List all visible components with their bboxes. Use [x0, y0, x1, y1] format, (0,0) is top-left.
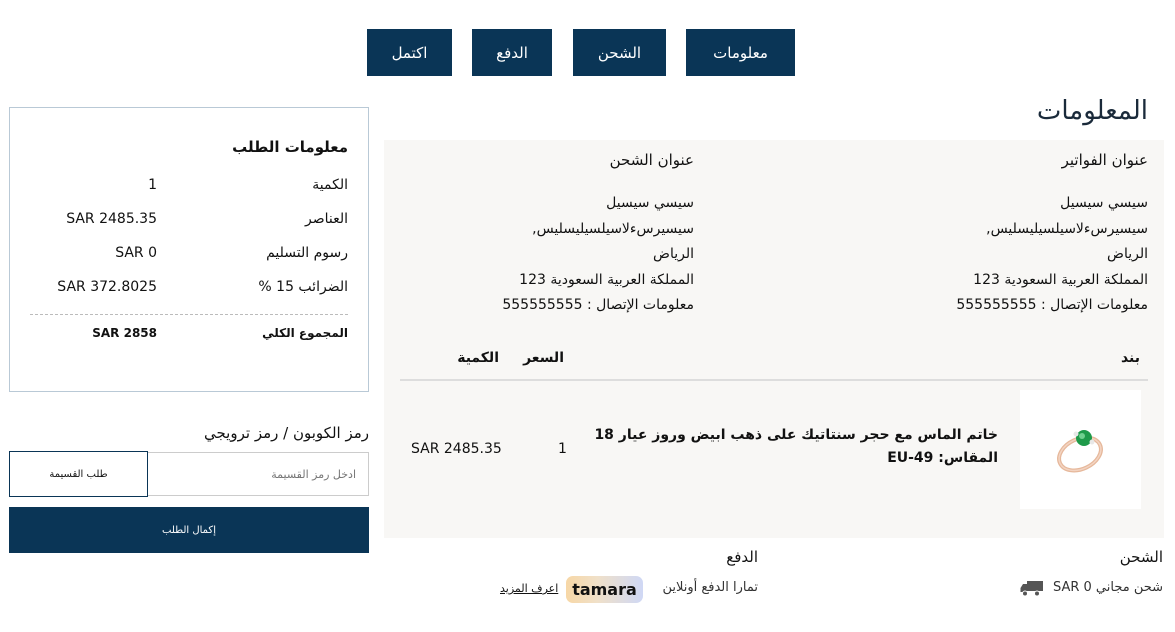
summary-value: SAR 0	[115, 245, 157, 261]
shipping-line: سيسي سيسيل	[606, 195, 694, 211]
summary-label: رسوم التسليم	[266, 245, 348, 261]
shipping-line: الرياض	[653, 246, 694, 262]
shipping-line: المملكة العربية السعودية 123	[519, 272, 694, 288]
summary-label: الضرائب 15 %	[258, 279, 348, 295]
table-header-price: السعر	[523, 350, 564, 366]
apply-coupon-button[interactable]: طلب القسيمة	[9, 451, 148, 497]
order-summary-title: معلومات الطلب	[232, 138, 348, 156]
page-title: المعلومات	[1036, 96, 1148, 126]
shipping-contact: معلومات الإتصال : 555555555	[502, 297, 694, 313]
complete-order-button[interactable]: إكمال الطلب	[9, 507, 369, 553]
coupon-label: رمز الكوبون / رمز ترويجي	[204, 424, 369, 442]
billing-address-title: عنوان الفواتير	[1061, 151, 1148, 169]
summary-row-items	[10, 211, 368, 231]
product-title: خاتم الماس مع حجر سنتاتيك على ذهب ابيض وروز عيار 18	[594, 427, 998, 443]
summary-value: SAR 372.8025	[57, 279, 157, 295]
payment-method-text: تمارا الدفع أونلاين	[662, 580, 758, 595]
truck-icon	[1020, 579, 1044, 601]
step-shipping-button[interactable]: الشحن	[573, 29, 666, 76]
tamara-logo: tamara	[566, 576, 643, 603]
step-complete-button[interactable]: اكتمل	[367, 29, 452, 76]
product-total-cell: SAR 2485.35	[411, 441, 502, 457]
summary-row-total	[10, 326, 368, 346]
learn-more-link[interactable]: اعرف المزيد	[500, 582, 559, 595]
summary-row-taxes	[10, 279, 368, 299]
product-name	[578, 424, 998, 470]
coupon-input[interactable]	[148, 452, 369, 496]
billing-line: سيسيرس‌ءلاسيلسيليسليس,	[986, 221, 1148, 237]
shipping-line: سيسيرس‌ءلاسيلسيليسليس,	[532, 221, 694, 237]
summary-total-label: المجموع الكلي	[262, 326, 348, 340]
shipping-address-title: عنوان الشحن	[609, 151, 694, 169]
shipping-method-text: شحن مجاني SAR 0	[1052, 580, 1163, 595]
summary-total-value: SAR 2858	[92, 326, 157, 340]
product-size: المقاس: EU-49	[887, 450, 998, 466]
shipping-method-title: الشحن	[1119, 548, 1163, 566]
product-price-cell: 1	[558, 441, 567, 457]
step-info-button[interactable]: معلومات	[686, 29, 795, 76]
billing-line: سيسي سيسيل	[1060, 195, 1148, 211]
billing-contact: معلومات الإتصال : 555555555	[956, 297, 1148, 313]
summary-row-quantity	[10, 177, 368, 197]
payment-method-title: الدفع	[726, 548, 758, 566]
summary-value: SAR 2485.35	[66, 211, 157, 227]
summary-row-delivery	[10, 245, 368, 265]
table-header-qty: الكمية	[457, 350, 499, 366]
order-summary-box	[9, 107, 369, 392]
table-header-divider	[400, 379, 1148, 381]
product-image	[1020, 390, 1141, 509]
table-header-item: بند	[1120, 350, 1140, 366]
summary-label: العناصر	[304, 211, 348, 227]
summary-value: 1	[148, 177, 157, 193]
billing-line: الرياض	[1107, 246, 1148, 262]
step-payment-button[interactable]: الدفع	[472, 29, 552, 76]
summary-divider	[30, 314, 348, 315]
billing-line: المملكة العربية السعودية 123	[973, 272, 1148, 288]
summary-label: الكمية	[312, 177, 348, 193]
